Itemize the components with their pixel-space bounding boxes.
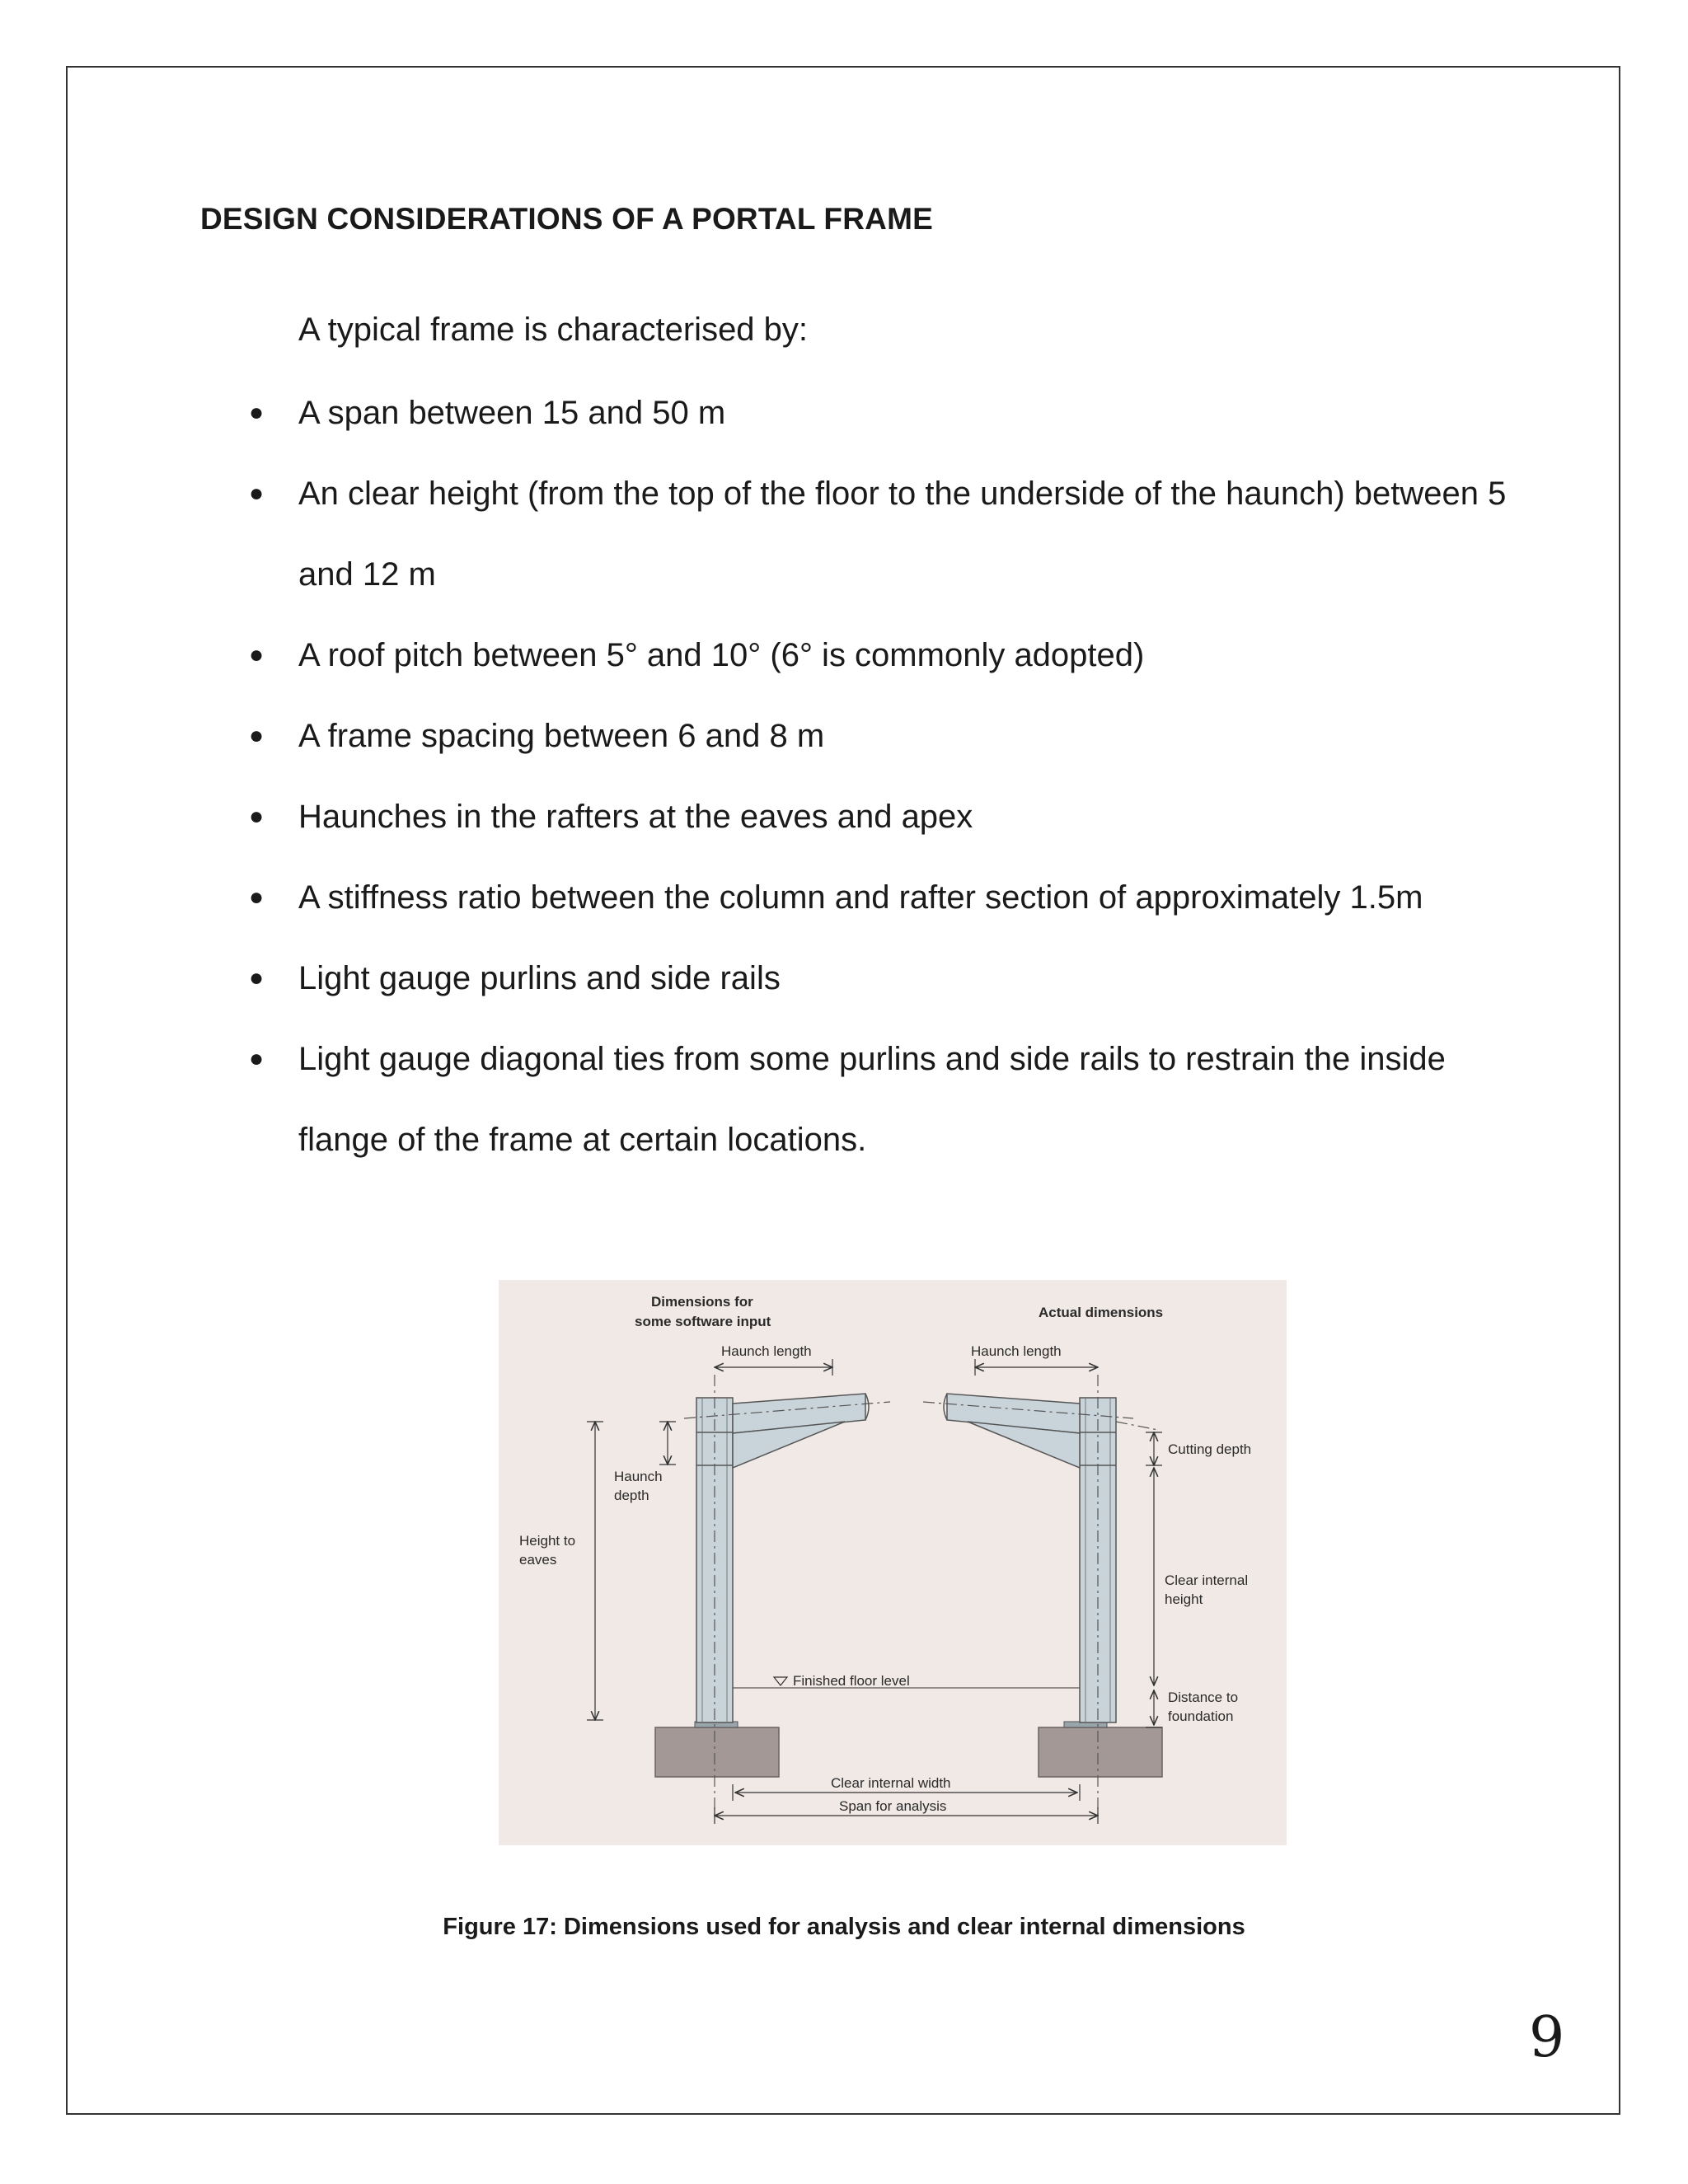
- label-dims-software-2: some software input: [635, 1314, 771, 1329]
- list-item: ● Haunches in the rafters at the eaves and apex: [239, 776, 1525, 857]
- label-dist-foundation: Distance to: [1168, 1690, 1239, 1705]
- list-item: ● A span between 15 and 50 m: [239, 373, 1525, 453]
- label-height-eaves: Height to: [519, 1533, 576, 1549]
- bullet-icon: ●: [249, 641, 265, 668]
- label-span-analysis: Span for analysis: [839, 1798, 947, 1814]
- label-finished-floor: Finished floor level: [793, 1673, 910, 1689]
- figure-caption: Figure 17: Dimensions used for analysis and clear internal dimensions: [443, 1914, 1245, 1940]
- page-number: 9: [1529, 2005, 1565, 2070]
- bullet-icon: ●: [249, 1045, 265, 1072]
- label-height-eaves-2: eaves: [519, 1552, 557, 1568]
- bullet-icon: ●: [249, 803, 265, 830]
- label-haunch-length-left: Haunch length: [721, 1343, 812, 1359]
- label-actual-dims: Actual dimensions: [1039, 1305, 1164, 1320]
- bullet-icon: ●: [249, 480, 265, 507]
- label-clear-height-2: height: [1165, 1591, 1203, 1607]
- intro-text: A typical frame is characterised by:: [298, 312, 809, 348]
- list-item: ● A stiffness ratio between the column and rafter section of approximately 1.5m: [239, 857, 1525, 938]
- portal-frame-figure: [499, 1280, 1287, 1845]
- list-item: ● A frame spacing between 6 and 8 m: [239, 696, 1525, 776]
- label-dist-foundation-2: foundation: [1168, 1708, 1234, 1724]
- right-foundation: [1039, 1727, 1162, 1777]
- bullet-icon: ●: [249, 883, 265, 911]
- list-item: ● Light gauge purlins and side rails: [239, 938, 1525, 1019]
- label-haunch-length-right: Haunch length: [971, 1343, 1062, 1359]
- list-item: ● An clear height (from the top of the floor to the underside of the haunch) between 5 and 12 m: [239, 453, 1525, 615]
- label-dims-software: Dimensions for: [651, 1294, 753, 1310]
- bullet-icon: ●: [249, 964, 265, 991]
- section-heading: DESIGN CONSIDERATIONS OF A PORTAL FRAME: [200, 202, 933, 236]
- bullet-icon: ●: [249, 722, 265, 749]
- left-foundation: [655, 1727, 779, 1777]
- label-cutting-depth: Cutting depth: [1168, 1441, 1252, 1457]
- bullet-icon: ●: [249, 399, 265, 426]
- floor-level-symbol: [774, 1677, 787, 1685]
- list-item: ● Light gauge diagonal ties from some purlins and side rails to restrain the inside flange of the frame at certain locations.: [239, 1019, 1525, 1180]
- label-haunch-depth: Haunch: [614, 1469, 663, 1484]
- label-clear-width: Clear internal width: [831, 1775, 951, 1791]
- list-item: ● A roof pitch between 5° and 10° (6° is commonly adopted): [239, 615, 1525, 696]
- characteristics-list: [239, 373, 1525, 1180]
- label-haunch-depth-2: depth: [614, 1488, 649, 1503]
- portal-frame-diagram: [499, 1280, 1287, 1845]
- label-clear-height: Clear internal: [1165, 1572, 1249, 1588]
